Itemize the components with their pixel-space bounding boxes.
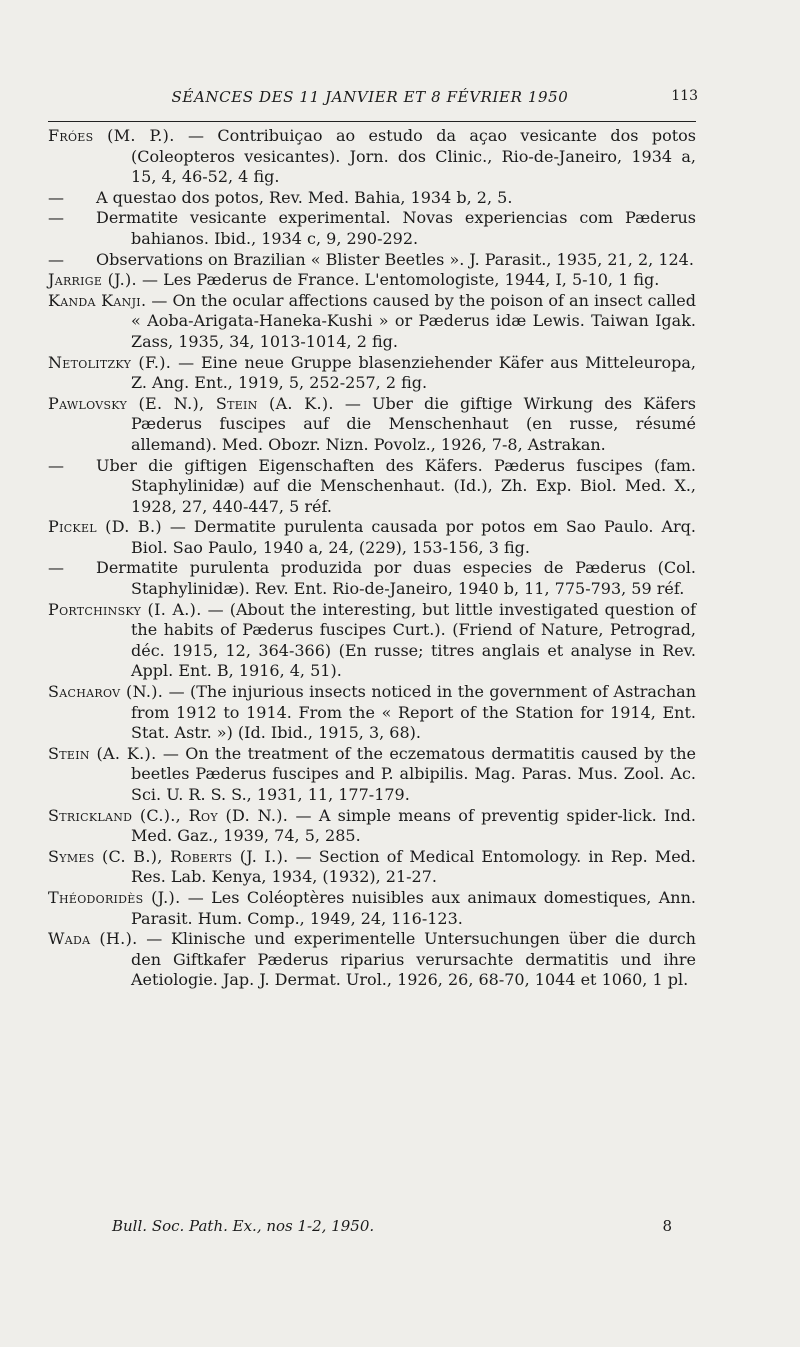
running-header (50, 88, 698, 116)
entry-text: Dermatite vesicante experimental. Novas experiencias com Pæderus bahianos. Ibid., 1934 c, 9, 290-292. (96, 208, 696, 248)
bibliography-list (48, 126, 696, 991)
page-number: 113 (671, 88, 698, 104)
bibliography-entry (48, 394, 696, 456)
bibliography-entry (48, 456, 696, 518)
header-rule (48, 121, 696, 122)
entry-author: Théodoridès (J.). (48, 887, 181, 907)
entry-text: Dermatite purulenta produzida por duas especies de Pæderus (Col. Staphylinidæ). Rev. Ent. Rio-de-Janeiro, 1940 b, 11, 775-793, 59 réf. (96, 558, 696, 599)
entry-text: — Dermatite purulenta causada por potos em Sao Paulo. Arq. Biol. Sao Paulo, 1940 a, 24, (229), 153-156, 3 fig. (131, 517, 697, 557)
ditto-dash: — (48, 455, 64, 475)
entry-author: Pawlovsky (E. N.), Stein (A. K.). (48, 393, 334, 413)
running-title: SÉANCES DES 11 JANVIER ET 8 FÉVRIER 1950 (171, 88, 569, 106)
entry-author: Pickel (D. B.) (48, 517, 162, 537)
bibliography-entry (48, 929, 696, 991)
entry-text: — Contribuiçao ao estudo da açao vesicante dos potos (Coleopteros vesicantes). Jorn. dos Clinic., Rio-de-Janeiro, 1934 a, 15, 4, 46-52, 4 fig. (131, 126, 696, 187)
bibliography-entry (48, 682, 696, 744)
bibliography-entry (48, 847, 696, 888)
entry-text: — On the ocular affections caused by the poison of an insect called « Aoba-Arigata-Haneka-Kushi » or Pæderus idæ Lewis. Taiwan Igak. Zass, 1935, 34, 1013-1014, 2 fig. (131, 290, 697, 351)
entry-author: Strickland (C.)., Roy (D. N.). (48, 805, 289, 825)
entry-author: Fróes (M. P.). (48, 126, 175, 145)
bibliography-entry (48, 600, 696, 682)
entry-text: Observations on Brazilian « Blister Beetles ». J. Parasit., 1935, 21, 2, 124. (96, 249, 694, 269)
ditto-dash: — (48, 558, 64, 578)
bibliography-entry (48, 126, 696, 188)
ditto-dash: — (48, 187, 64, 207)
entry-text: — Uber die giftige Wirkung des Käfers Pæderus fuscipes auf die Menschenhaut (en russe, résumé allemand). Med. Obozr. Nizn. Povolz., 1926, 7-8, Astrakan. (131, 393, 697, 454)
entry-author: Sacharov (N.). (48, 682, 164, 702)
entry-text: — A simple means of preventig spider-lick. Ind. Med. Gaz., 1939, 74, 5, 285. (131, 805, 696, 846)
bibliography-entry (48, 291, 696, 353)
entry-text: — Section of Medical Entomology. in Rep. Med. Res. Lab. Kenya, 1934, (1932), 21-27. (131, 846, 697, 887)
entry-author: Symes (C. B.), Roberts (J. I.). (48, 846, 289, 866)
entry-text: — (About the interesting, but little investigated question of the habits of Pæderus fuscipes Curt.). (Friend of Nature, Petrograd, déc. 1915, 12, 364-366) (En russe; titres anglais et analyse in Rev. Appl. Ent. B, 1916, 4, 51). (131, 599, 696, 681)
entry-author: Netolitzky (F.). (48, 352, 172, 372)
entry-author: Wada (H.). (48, 929, 138, 949)
bibliography-entry (48, 744, 696, 806)
bibliography-entry (48, 208, 696, 249)
bibliography-entry (48, 353, 696, 394)
entry-text: — Eine neue Gruppe blasenziehender Käfer aus Mitteleuropa, Z. Ang. Ent., 1919, 5, 252-257, 2 fig. (131, 352, 696, 393)
bibliography-entry (48, 188, 696, 209)
bibliography-entry (48, 270, 696, 291)
entry-text: — On the treatment of the eczematous dermatitis caused by the beetles Pæderus fuscipes and P. albipilis. Mag. Paras. Mus. Zool. Ac. Sci. U. R. S. S., 1931, 11, 177-179. (131, 743, 696, 804)
entry-text: — Les Coléoptères nuisibles aux animaux domestiques, Ann. Parasit. Hum. Comp., 1949, 24, 116-123. (131, 887, 696, 928)
journal-reference: Bull. Soc. Path. Ex., nos 1-2, 1950. (112, 1217, 375, 1235)
signature-mark: 8 (662, 1217, 672, 1235)
bibliography-entry (48, 250, 696, 271)
entry-author: Stein (A. K.). (48, 743, 157, 763)
ditto-dash: — (48, 249, 64, 269)
entry-author: Portchinsky (I. A.). (48, 599, 202, 619)
bibliography-entry (48, 558, 696, 599)
entry-text: — Les Pæderus de France. L'entomologiste, 1944, I, 5-10, 1 fig. (136, 270, 660, 290)
page-footer (112, 1217, 672, 1239)
bibliography-entry (48, 517, 696, 558)
entry-text: Uber die giftigen Eigenschaften des Käfers. Pæderus fuscipes (fam. Staphylinidæ) auf die Menschenhaut. (Id.), Zh. Exp. Biol. Med. X., 1928, 27, 440-447, 5 réf. (96, 455, 696, 516)
entry-text: — (The injurious insects noticed in the government of Astrachan from 1912 to 1914. From the « Report of the Station for 1914, Ent. Stat. Astr. ») (Id. Ibid., 1915, 3, 68). (131, 682, 696, 743)
entry-text: A questao dos potos, Rev. Med. Bahia, 1934 b, 2, 5. (96, 187, 513, 207)
entry-text: — Klinische und experimentelle Untersuchungen über die durch den Giftkafer Pæderus riparius verursachte dermatitis und ihre Aetiologie. Jap. J. Dermat. Urol., 1926, 26, 68-70, 1044 et 1060, 1 pl. (131, 929, 696, 990)
entry-author: Jarrige (J.). (48, 270, 137, 290)
ditto-dash: — (48, 208, 64, 228)
entry-author: Kanda Kanji. (48, 290, 147, 310)
bibliography-entry (48, 888, 696, 929)
bibliography-entry (48, 806, 696, 847)
